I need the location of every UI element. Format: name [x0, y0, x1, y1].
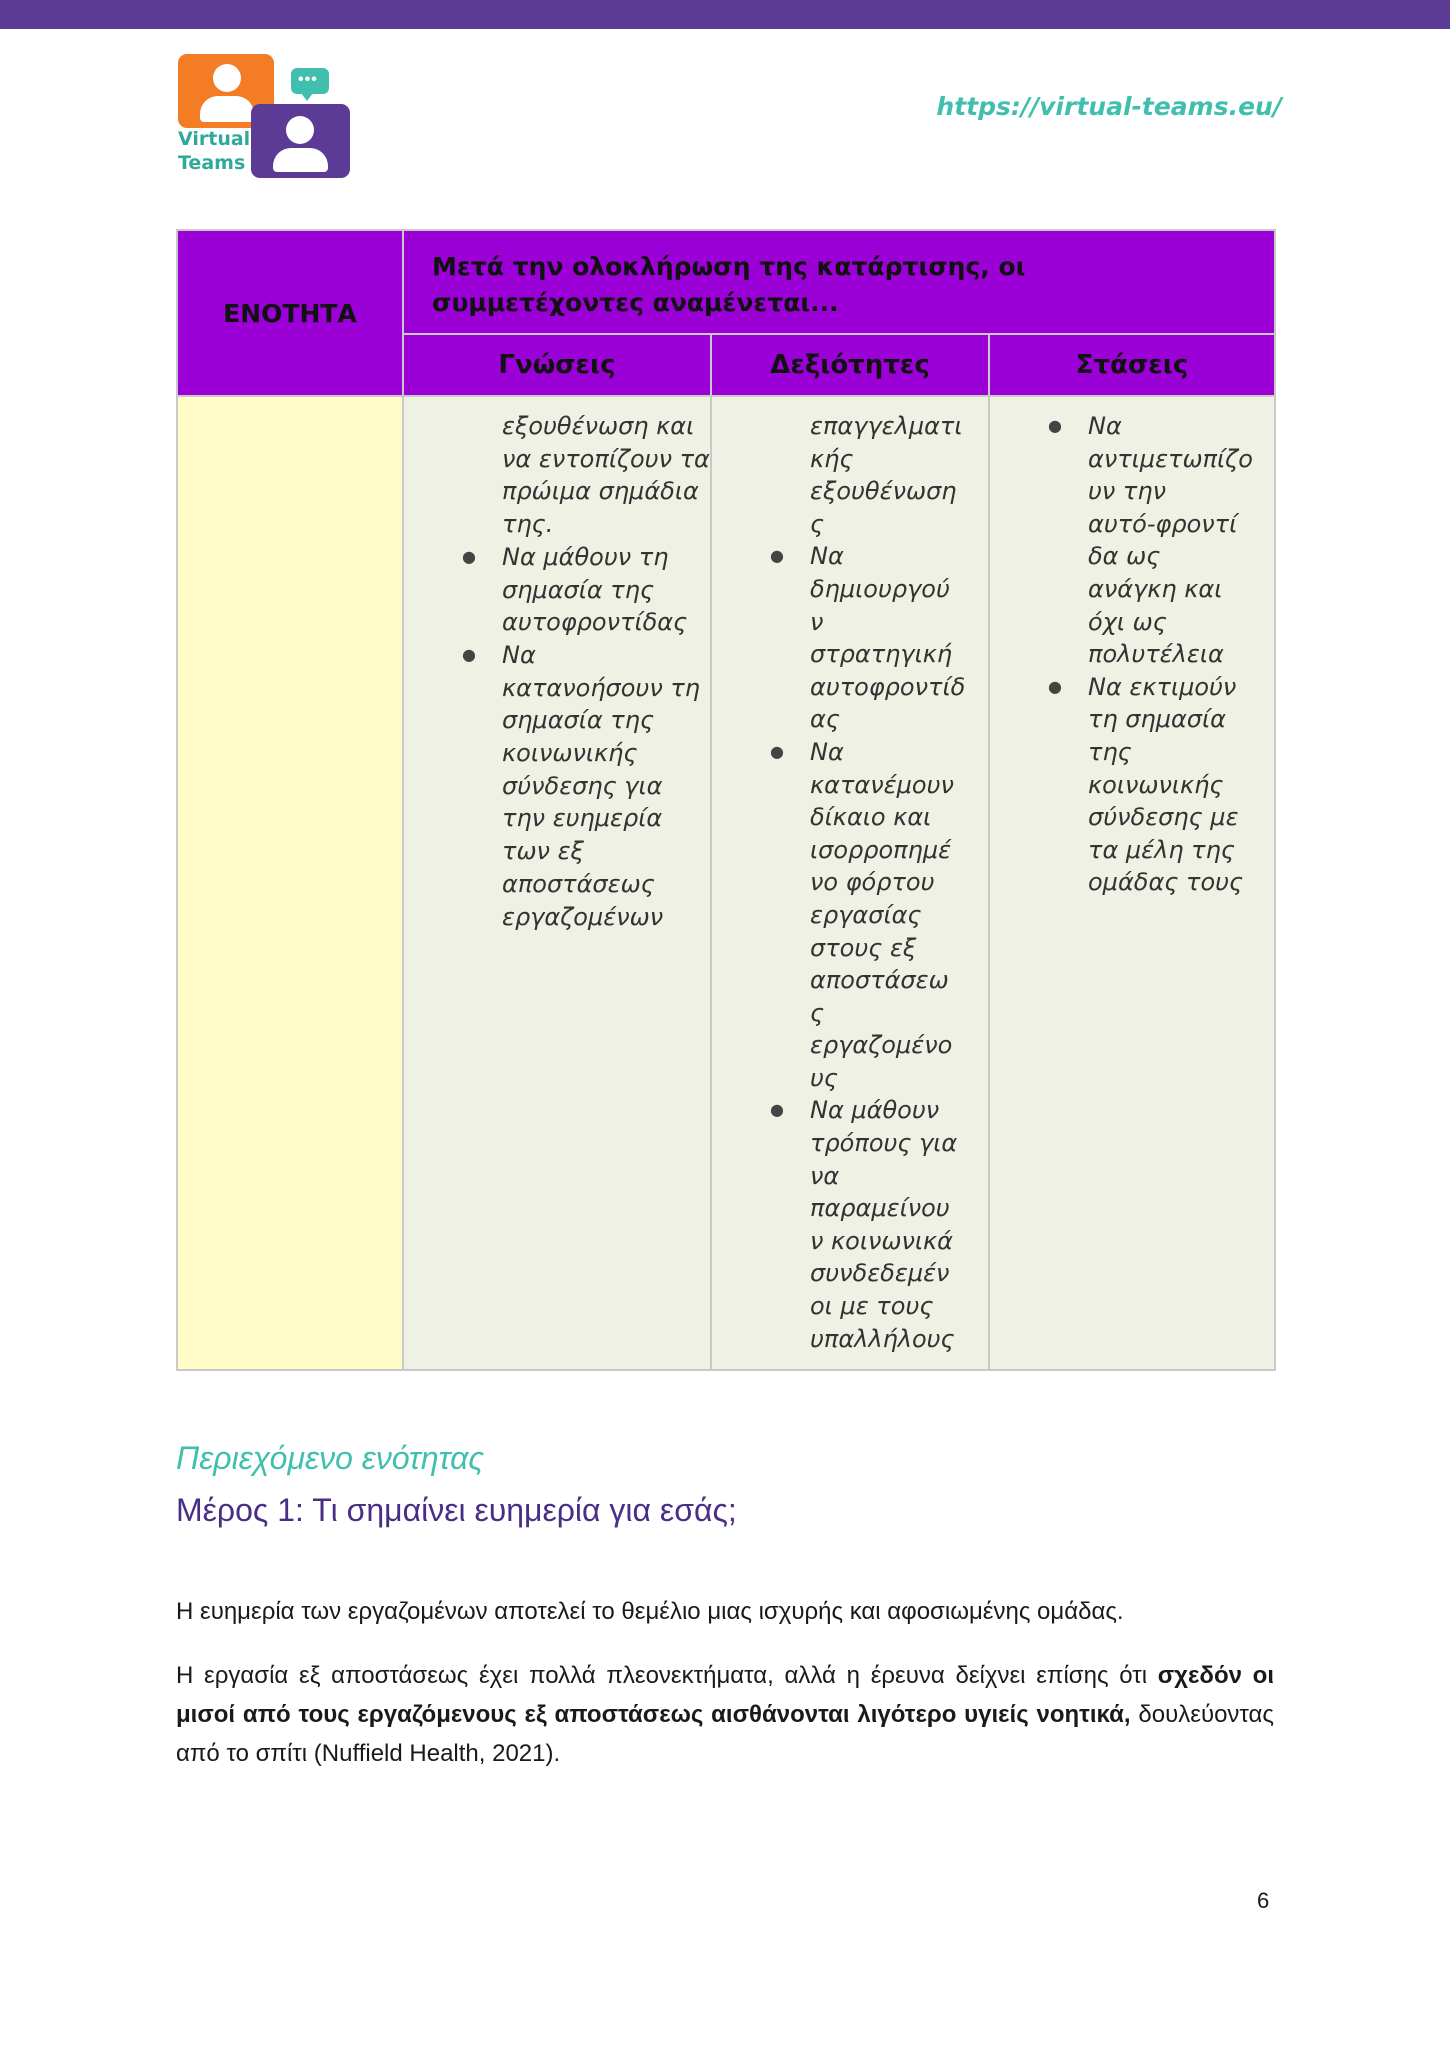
list-item: σημασία της	[502, 706, 655, 735]
paragraph-2-text-end: δουλεύοντας από το σπίτι	[176, 1701, 1274, 1767]
list-item: τη σημασία	[1088, 705, 1226, 734]
site-url-link[interactable]: https://virtual-teams.eu/	[936, 92, 1282, 121]
list-item: την ευημερία	[502, 804, 663, 833]
section-title: Περιεχόμενο ενότητας	[176, 1440, 484, 1476]
list-item: στους εξ	[810, 933, 917, 962]
section-subtitle: Μέρος 1: Τι σημαίνει ευημερία για εσάς;	[176, 1492, 737, 1528]
list-item: των εξ	[502, 837, 584, 866]
list-item: συνδεδεμέν	[810, 1259, 950, 1288]
attitudes-cell	[989, 396, 1275, 1370]
list-item: υν την	[1088, 477, 1166, 506]
list-item: επαγγελματι	[810, 412, 963, 440]
list-item: εργαζομένων	[502, 902, 664, 931]
logo-purple-square	[251, 104, 350, 178]
list-item: εργασίας	[810, 900, 922, 929]
person-icon	[273, 148, 328, 172]
list-item: της.	[502, 510, 554, 539]
list-item: εξουθένωση	[810, 477, 957, 506]
top-accent-bar	[0, 0, 1450, 29]
list-item: δημιουργού	[810, 574, 950, 603]
list-item: νο φόρτου	[810, 868, 935, 897]
list-item: να	[810, 1161, 840, 1190]
list-item: ● Να	[810, 736, 988, 769]
person-icon	[213, 64, 241, 92]
list-item: ● Να	[810, 540, 988, 573]
list-item: αποστάσεω	[810, 966, 949, 995]
list-item: ● Να	[1088, 410, 1274, 443]
list-item: αυτό-φροντί	[1088, 509, 1238, 538]
list-item: σύνδεσης με	[1088, 803, 1239, 832]
list-item: ισορροπημέ	[810, 835, 952, 864]
citation: (Nuffield Health, 2021).	[313, 1740, 561, 1767]
list-item: ανάγκη και	[1088, 574, 1223, 603]
list-item: σημασία της	[502, 575, 655, 604]
list-item: ● Να εκτιμούν	[1088, 671, 1274, 704]
knowledge-header: Γνώσεις	[403, 334, 711, 396]
chat-bubble-icon: •••	[291, 68, 329, 94]
module-cell	[177, 396, 403, 1370]
knowledge-cell	[403, 396, 711, 1370]
list-item: κατανέμουν	[810, 770, 954, 799]
list-item: δα ως	[1088, 542, 1161, 571]
list-item: πρώιμα σημάδια	[502, 477, 699, 506]
list-item: ● Να	[502, 639, 710, 672]
logo-text-virtual: Virtual	[178, 128, 251, 150]
list-item: αποστάσεως	[502, 869, 655, 898]
expectations-header: Μετά την ολοκλήρωση της κατάρτισης, οι συμμετέχοντες αναμένεται...	[403, 230, 1275, 334]
list-item: ν κοινωνικά	[810, 1226, 953, 1255]
list-item: δίκαιο και	[810, 803, 932, 832]
list-item: εργαζoμένο	[810, 1031, 953, 1060]
list-item: ν	[810, 607, 824, 636]
virtual-teams-logo	[176, 52, 356, 180]
list-item: κοινωνικής	[502, 739, 638, 768]
list-item: ● Να μάθουν τη	[502, 541, 710, 574]
skills-list	[712, 397, 988, 1355]
list-item: παραμείνου	[810, 1194, 950, 1223]
attitudes-list	[990, 397, 1274, 899]
page-number: 6	[1257, 1888, 1270, 1913]
list-item: οι με τους	[810, 1292, 934, 1321]
list-item: τα μέλη της	[1088, 835, 1235, 864]
list-item: κής	[810, 444, 854, 473]
list-item: στρατηγική	[810, 640, 953, 669]
list-item: ας	[810, 705, 840, 734]
list-item: ς	[810, 509, 825, 538]
list-item: κοινωνικής	[1088, 770, 1224, 799]
paragraph-1: Η ευημερία των εργαζομένων αποτελεί το θεμέλιο μιας ισχυρής και αφοσιωμένης ομάδας.	[176, 1598, 1124, 1625]
list-item: αυτοφροντίδας	[502, 608, 688, 637]
list-item: ● Να μάθουν	[810, 1094, 988, 1127]
list-item: αυτοφροντίδ	[810, 672, 966, 701]
paragraph-2-text: Η εργασία εξ αποστάσεως έχει πολλά πλεονεκτήματα, αλλά η έρευνα δείχνει επίσης ότι	[176, 1662, 1148, 1689]
person-icon	[286, 116, 314, 144]
knowledge-list	[404, 397, 710, 933]
skills-header: Δεξιότητες	[711, 334, 989, 396]
list-item: ς	[810, 998, 825, 1027]
list-item: κατανοήσουν τη	[502, 673, 701, 702]
skills-cell	[711, 396, 989, 1370]
list-item: σύνδεσης για	[502, 771, 663, 800]
paragraph-2	[176, 1656, 1274, 1773]
person-icon	[200, 96, 254, 122]
module-header: ΕΝΟΤΗΤΑ	[177, 230, 403, 396]
list-item: υς	[810, 1063, 838, 1092]
list-item: όχι ως	[1088, 607, 1167, 636]
list-item: πολυτέλεια	[1088, 640, 1224, 669]
list-item: να εντοπίζουν τα	[502, 444, 710, 473]
list-item: της	[1088, 737, 1132, 766]
learning-outcomes-table	[176, 229, 1276, 1371]
list-item: εξουθένωση και	[502, 412, 695, 440]
attitudes-header: Στάσεις	[989, 334, 1275, 396]
logo-text-teams: Teams	[178, 152, 246, 174]
list-item: ομάδας τους	[1088, 868, 1244, 897]
list-item: αντιμετωπίζο	[1088, 444, 1253, 473]
list-item: τρόπους για	[810, 1129, 958, 1158]
list-item: υπαλλήλους	[810, 1324, 955, 1353]
paragraph-2-bold: σχεδόν οι μισοί από τους εργαζόμενους εξ αποστάσεως αισθάνονται λιγότερο υγιείς νοητικά,	[176, 1662, 1274, 1728]
